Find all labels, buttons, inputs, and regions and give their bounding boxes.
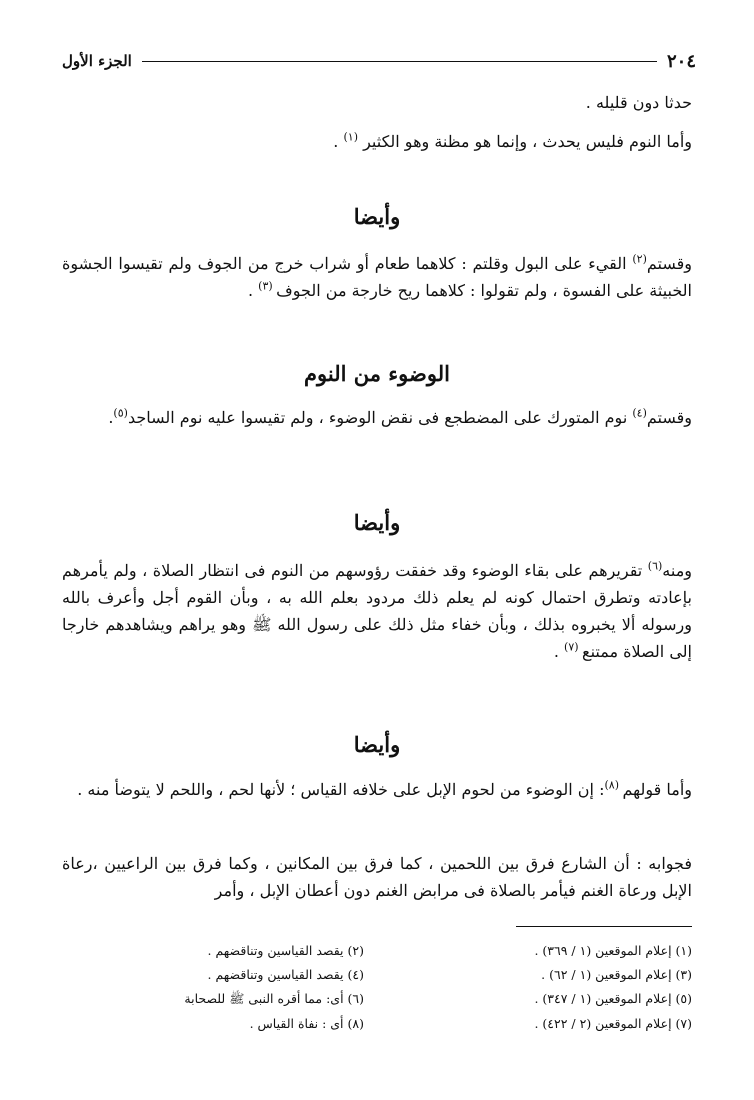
footnote-ref: (٤) (632, 406, 647, 420)
text-run: القيء على البول وقلتم : كلاهما طعام أو شراب خرج من الجوف ولم تقيسوا الجشوة الخبيثة على الفسوة ، ولم تقولوا : كلاهما ريح خارجة من الجوف (62, 254, 692, 300)
paragraph-5 (62, 557, 692, 665)
paragraph-4 (62, 404, 692, 431)
footnote-8: (٨) أى : نفاة القياس . (249, 1016, 364, 1031)
footnote-ref: (٦) (647, 559, 663, 573)
paragraph-3 (62, 250, 692, 304)
running-header (62, 46, 696, 76)
text-run: . (108, 408, 114, 427)
text-run: . (333, 132, 344, 151)
footnote-1: (١) إعلام الموقعين (١ / ٣٦٩) . (534, 943, 692, 958)
footnote-ref: (٨) (604, 778, 623, 792)
text-run: تقريرهم على بقاء الوضوء وقد خفقت رؤوسهم من النوم فى انتظار الصلاة ، ولم يأمرهم بإعادته وتطرق احتمال كونه لم يعلم ذلك مردود بعلم الله به ، وبأن القوم أجل وأعرف بالله ورسوله ألا يخبروه بذلك ، وبأن خفاء مثل ذلك على رسول الله ﷺ وهو يراهم ويشاهدهم خارجا إلى الصلاة ممتنع (62, 561, 692, 661)
footnote-ref: (٢) (632, 252, 647, 266)
footnote-5: (٥) إعلام الموقعين (١ / ٣٤٧) . (534, 991, 692, 1006)
footnote-2: (٢) يقصد القياسين وتناقضهم . (207, 943, 364, 958)
paragraph-2 (62, 128, 692, 155)
text-run: نوم المتورك على المضطجع فى نقض الوضوء ، ولم تقيسوا عليه نوم الساجد (127, 408, 633, 427)
text-run: ومنه (662, 561, 692, 580)
footnote-ref: (١) (343, 130, 358, 144)
footnote-3: (٣) إعلام الموقعين (١ / ٦٢) . (541, 967, 692, 982)
paragraph-6 (62, 776, 692, 803)
footnote-ref: (٥) (113, 406, 128, 420)
footnote-7: (٧) إعلام الموقعين (٢ / ٤٢٢) . (534, 1016, 692, 1031)
section-heading-2: الوضوء من النوم (304, 361, 450, 386)
section-heading-1: وأيضا (353, 204, 401, 229)
text-run: . (247, 281, 259, 300)
volume-title: الجزء الأول (62, 52, 132, 70)
paragraph-7: فجوابه : أن الشارع فرق بين اللحمين ، كما فرق بين المكانين ، وكما فرق بين الراعيين ،رعاة الإبل ورعاة الغنم فيأمر بالصلاة فى مرابض الغنم دون أعطان الإبل ، وأمر (62, 854, 692, 900)
footnote-ref: (٧) (564, 640, 583, 654)
footnote-6: (٦) أى: مما أقره النبى ﷺ للصحابة (184, 991, 364, 1006)
footnote-4: (٤) يقصد القياسين وتناقضهم . (207, 967, 364, 982)
text-run: وقستم (646, 254, 693, 273)
text-run: وأما قولهم (622, 780, 692, 799)
footnote-ref: (٣) (258, 279, 277, 293)
text-run: وقستم (646, 408, 692, 427)
footnote-rule (516, 926, 692, 927)
section-heading-4: وأيضا (353, 732, 401, 757)
paragraph-1: حدثا دون قليله . (585, 93, 692, 112)
text-run: . (553, 642, 565, 661)
section-heading-3: وأيضا (353, 510, 401, 535)
page-number: ٢٠٤ (666, 50, 696, 72)
text-run: وأما النوم فليس يحدث ، وإنما هو مظنة وهو الكثير (363, 132, 692, 151)
text-run: : إن الوضوء من لحوم الإبل على خلافه القياس ؛ لأنها لحم ، واللحم لا يتوضأ منه . (77, 780, 605, 799)
header-rule (142, 61, 657, 62)
